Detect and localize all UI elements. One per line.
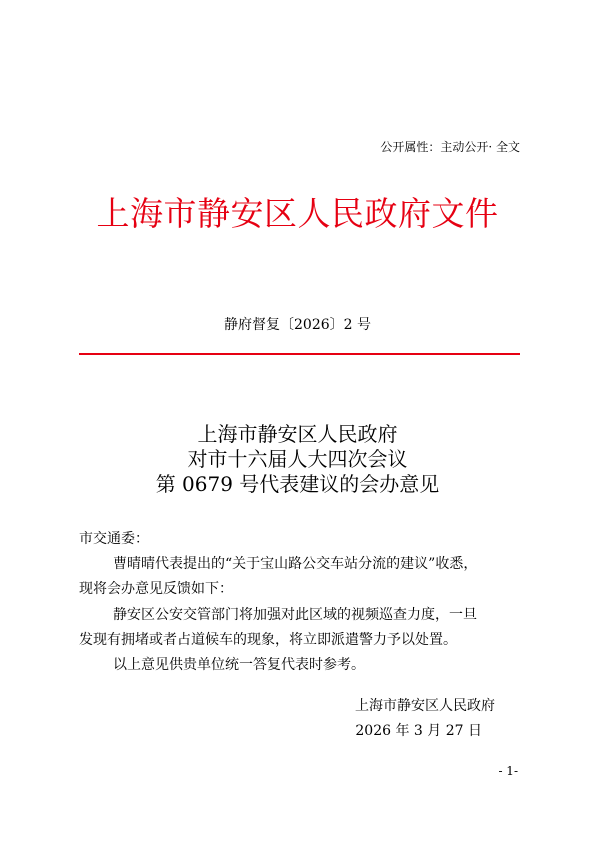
body-paragraph-line-2: 现将会办意见反馈如下：: [79, 581, 233, 597]
subtitle-line-3: 第 0679 号代表建议的会办意见: [155, 472, 440, 496]
body-paragraph-line-1: 曹晴晴代表提出的“关于宝山路公交车站分流的建议”收悉，: [113, 556, 478, 572]
salutation: 市交通委：: [79, 531, 149, 547]
document-number: 静府督复〔2026〕2 号: [224, 317, 371, 333]
subtitle-line-2: 对市十六届人大四次会议: [187, 447, 408, 471]
red-divider: [79, 353, 520, 355]
disclosure-label: 公开属性：主动公开· 全文: [380, 140, 520, 154]
subtitle-line-1: 上海市静安区人民政府: [197, 422, 398, 446]
body-paragraph-line-3: 静安区公安交管部门将加强对此区域的视频巡查力度，一旦: [113, 607, 477, 623]
signature: 上海市静安区人民政府: [355, 698, 495, 714]
document-title: 上海市静安区人民政府文件: [96, 194, 499, 233]
document-date: 2026 年 3 月 27 日: [355, 723, 482, 739]
body-paragraph-line-5: 以上意见供贵单位统一答复代表时参考。: [113, 657, 365, 673]
body-paragraph-line-4: 发现有拥堵或者占道候车的现象，将立即派遣警力予以处置。: [79, 632, 457, 648]
page-number: - 1-: [498, 764, 518, 778]
